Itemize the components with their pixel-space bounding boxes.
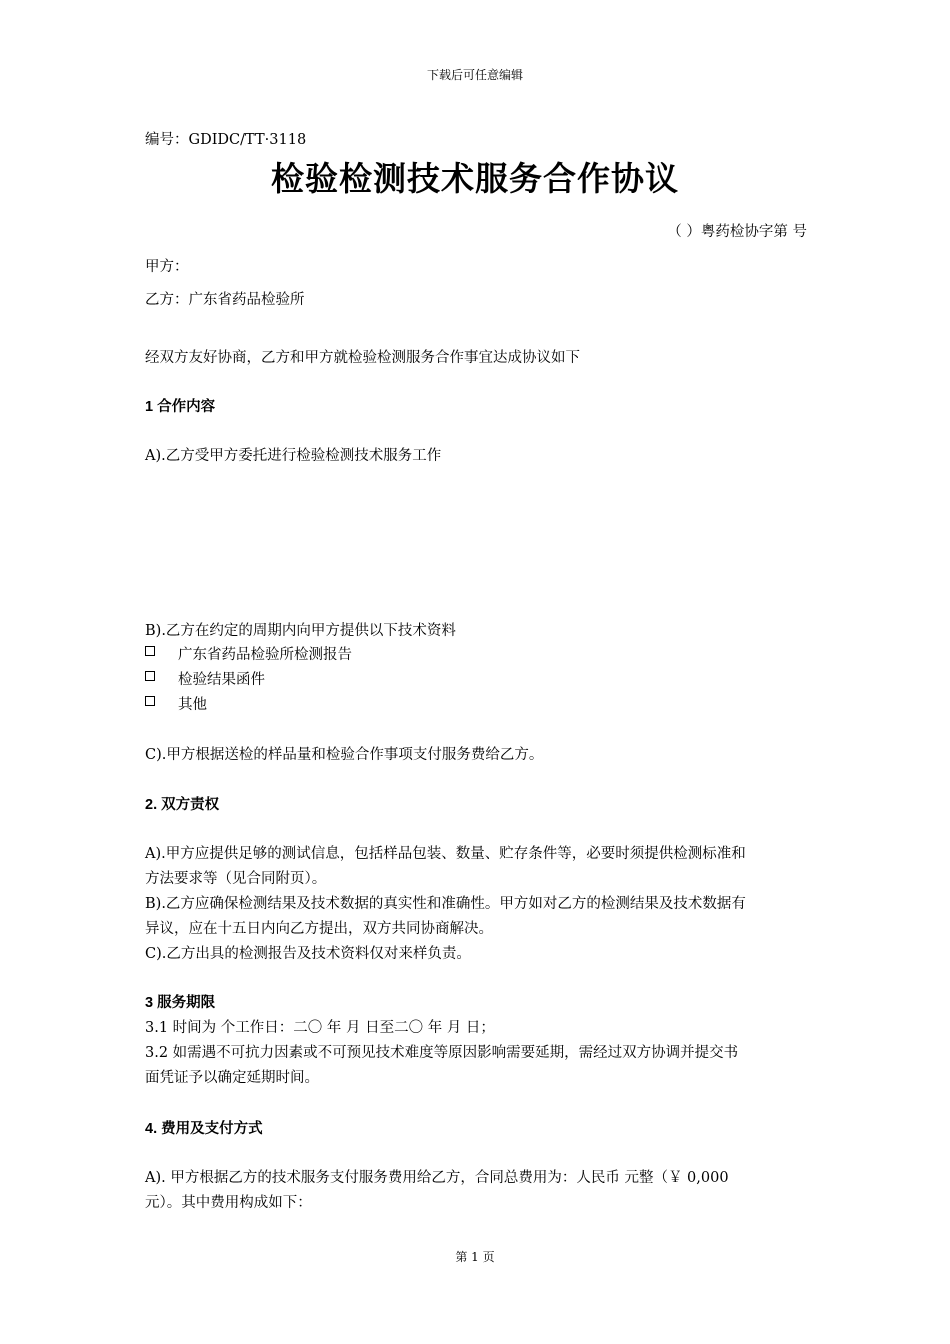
section-3-heading: 3 服务期限 [145, 995, 216, 1011]
section-2-b-line2: 异议，应在十五日内向乙方提出，双方共同协商解决。 [145, 921, 493, 937]
section-2-c: C).乙方出具的检测报告及技术资料仅对来样负责。 [145, 946, 471, 962]
section-1-heading: 1 合作内容 [145, 399, 216, 415]
section-2-a-line1: A).甲方应提供足够的测试信息，包括样品包装、数量、贮存条件等，必要时须提供检测标准和 [145, 846, 746, 862]
section-1-item-a: A).乙方受甲方委托进行检验检测技术服务工作 [145, 448, 442, 464]
section-4-a-line1: A). 甲方根据乙方的技术服务支付服务费用给乙方，合同总费用为：人民币 元整（￥ 0,000 [145, 1170, 729, 1186]
document-title: 检验检测技术服务合作协议 [271, 159, 679, 198]
section-2-heading: 2. 双方责权 [145, 797, 220, 813]
section-3-p2-line1: 3.2 如需遇不可抗力因素或不可预见技术难度等原因影响需要延期，需经过双方协调并提交书 [145, 1045, 739, 1061]
section-4-a-line2: 元）。其中费用构成如下： [145, 1195, 312, 1211]
intro-paragraph: 经双方友好协商，乙方和甲方就检验检测服务合作事宜达成协议如下 [145, 350, 580, 366]
page-header: 下载后可任意编辑 [426, 68, 523, 82]
checkbox-letter[interactable] [145, 671, 155, 681]
reference-line: （ ）粤药检协字第 号 [667, 224, 807, 240]
section-1-item-c: C).甲方根据送检的样品量和检验合作事项支付服务费给乙方。 [145, 747, 544, 763]
section-2-b-line1: B).乙方应确保检测结果及技术数据的真实性和准确性。甲方如对乙方的检测结果及技术数据有 [145, 896, 746, 912]
section-3-p1: 3.1 时间为 个工作日：二〇 年 月 日至二〇 年 月 日； [145, 1020, 495, 1036]
section-4-heading: 4. 费用及支付方式 [145, 1121, 263, 1137]
party-a: 甲方： [145, 259, 189, 275]
checkbox-report[interactable] [145, 646, 155, 656]
party-b: 乙方：广东省药品检验所 [145, 292, 305, 308]
option-letter-label: 检验结果函件 [178, 672, 265, 688]
section-2-a-line2: 方法要求等（见合同附页）。 [145, 871, 327, 887]
checkbox-other[interactable] [145, 696, 155, 706]
option-report-label: 广东省药品检验所检测报告 [178, 647, 352, 663]
section-3-p2-line2: 面凭证予以确定延期时间。 [145, 1070, 319, 1086]
option-other-label: 其他 [178, 697, 207, 713]
section-1-item-b: B).乙方在约定的周期内向甲方提供以下技术资料 [145, 623, 456, 639]
document-number: 编号：GDIDC/TT·3118 [145, 132, 307, 148]
page-footer: 第 1 页 [455, 1250, 495, 1264]
